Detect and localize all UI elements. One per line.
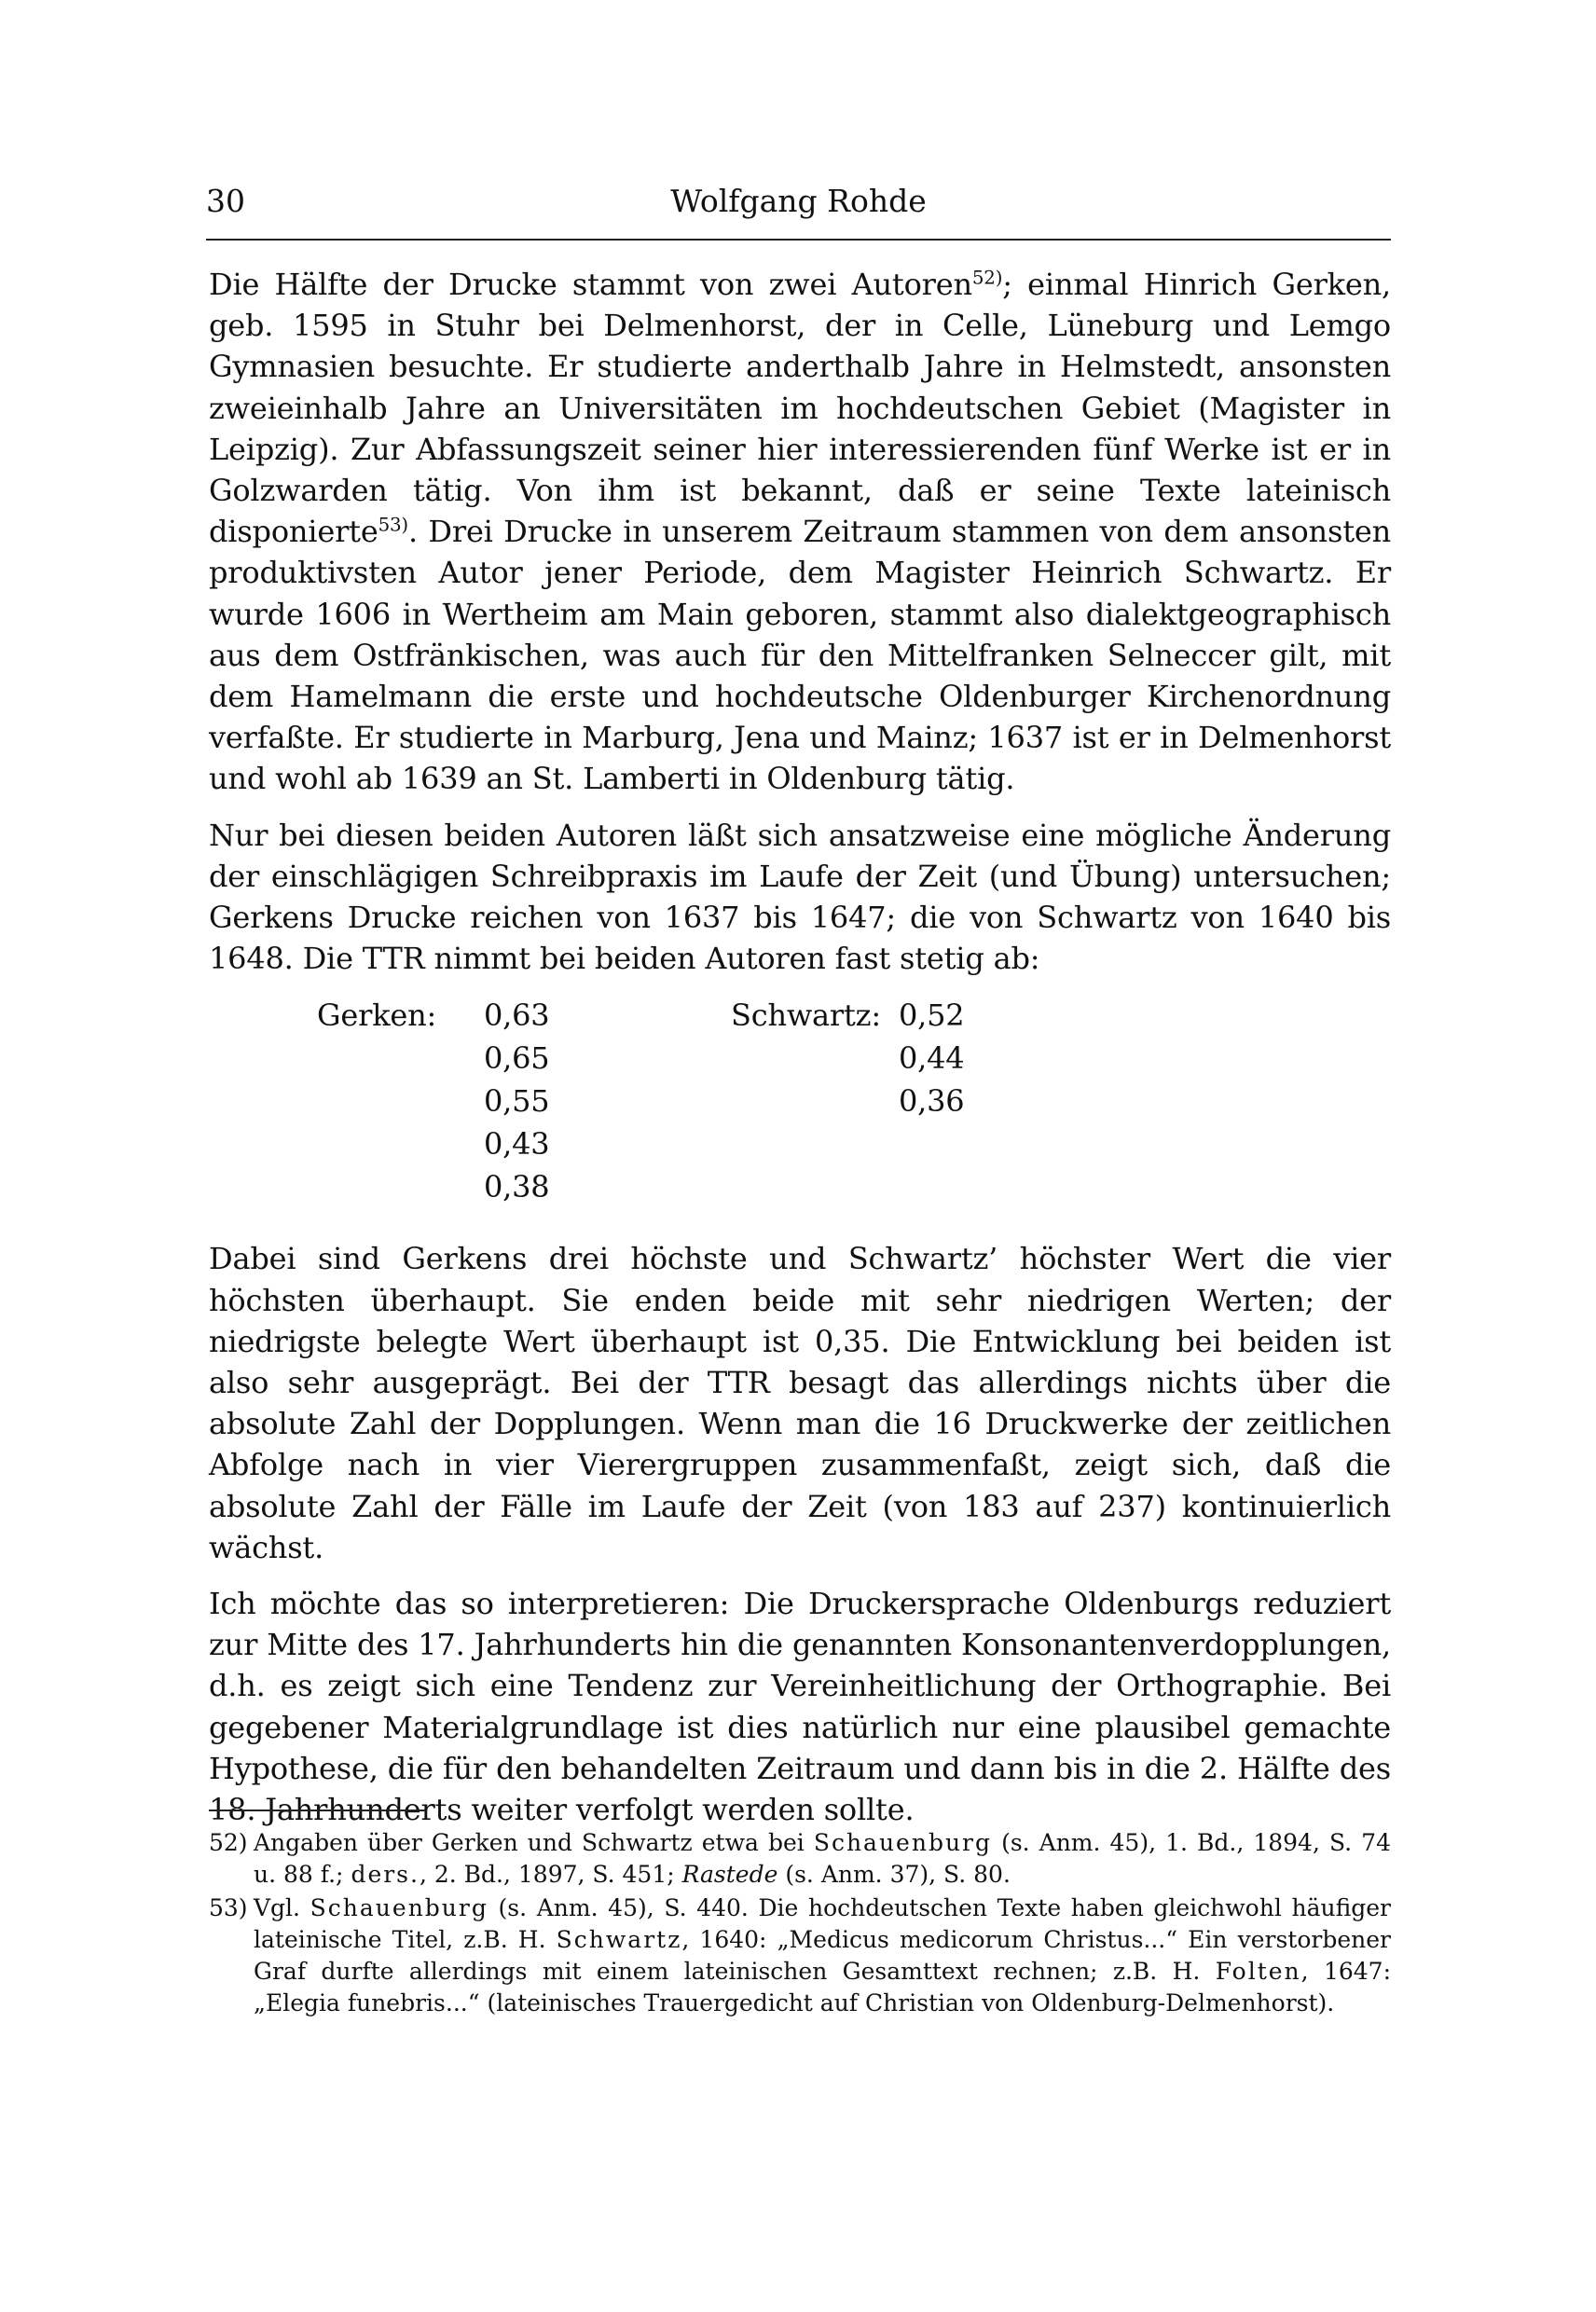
footnote-work-title: Rastede — [681, 1861, 778, 1888]
footnote-author: Schauenburg — [310, 1894, 488, 1921]
footnote-author: ders. — [351, 1861, 420, 1888]
ttr-table — [209, 994, 1391, 1210]
paragraph-1-part-2: ; einmal Hinrich Gerken, geb. 1595 in Stuhr bei Delmenhorst, der in Celle, Lüneburg und Lemgo Gymnasien besuchte. Er studierte anderthalb Jahre in Helmstedt, ansonsten zweieinhalb Jahre an Universitäten im hochdeutschen Gebiet (Magister in Leipzig). Zur Abfassungszeit seiner hier interessierenden fünf Werke ist er in Golzwarden tätig. Von ihm ist bekannt, daß er seine Texte lateinisch disponierte — [209, 267, 1391, 550]
footnote-text: , 1640: „Medicus medicorum Christus...“ Ein verstorbener Graf durfte allerdings mit einem lateinischen Gesamttext rechnen; z.B. H. — [254, 1926, 1391, 1985]
gerken-values — [484, 994, 549, 1208]
paragraph-1 — [209, 264, 1391, 800]
footnote-text: , 2. Bd., 1897, S. 451; — [419, 1861, 682, 1888]
schwartz-value: 0,36 — [899, 1083, 965, 1120]
footnote-author: Schauenburg — [813, 1829, 993, 1856]
footnote-53 — [209, 1892, 1391, 2019]
header-title: Wolfgang Rohde — [670, 183, 927, 219]
paragraph-3: Dabei sind Gerkens drei höchste und Schwartz’ höchster Wert die vier höchsten überhaupt. Sie enden beide mit sehr niedrigen Werten; der niedrigste belegte Wert überhaupt ist 0,35. Die Entwicklung bei beiden ist also sehr ausgeprägt. Bei der TTR besagt das allerdings nichts über die absolute Zahl der Dopplungen. Wenn man die 16 Druckwerke der zeitlichen Abfolge nach in vier Vierergruppen zusammenfaßt, zeigt sich, daß die absolute Zahl der Fälle im Laufe der Zeit (von 183 auf 237) kontinuierlich wächst. — [209, 1241, 1391, 1565]
footnote-ref-52[interactable]: 52) — [971, 267, 1003, 289]
paragraph-4: Ich möchte das so interpretieren: Die Druckersprache Oldenburgs reduziert zur Mitte des 17. Jahrhunderts hin die genannten Konsonantenverdopplungen, d.h. es zeigt sich eine Tendenz zur Vereinheitlichung der Orthographie. Bei gegebener Materialgrundlage ist dies natürlich nur eine plausibel gemachte Hypothese, die für den behandelten Zeitraum und dann bis in die 2. Hälfte des 18. Jahrhunderts weiter verfolgt werden sollte. — [209, 1586, 1391, 1828]
footnote-divider — [209, 1810, 425, 1811]
gerken-label: Gerken: — [317, 998, 437, 1034]
page-number: 30 — [206, 183, 245, 219]
footnote-text: Angaben über Gerken und Schwartz etwa bei — [254, 1829, 814, 1856]
footnote-author: Schwartz — [556, 1926, 682, 1953]
gerken-value: 0,38 — [484, 1169, 550, 1205]
footnote-text: (s. Anm. 45), S. 440. Die hochdeutschen Texte haben gleichwohl häufiger lateinische Titel, z.B. H. — [254, 1894, 1391, 1953]
footnote-text: (s. Anm. 45), 1. Bd., 1894, S. 74 u. 88 f.; — [254, 1829, 1391, 1888]
footnote-52 — [209, 1827, 1391, 1891]
paragraph-2: Nur bei diesen beiden Autoren läßt sich ansatzweise eine mögliche Änderung der einschlägigen Schreibpraxis im Laufe der Zeit (und Übung) untersuchen; Gerkens Drucke reichen von 1637 bis 1647; die von Schwartz von 1640 bis 1648. Die TTR nimmt bei beiden Autoren fast stetig ab: — [209, 817, 1391, 977]
footnote-text: , 1647: „Elegia funebris...“ (lateinisches Trauergedicht auf Christian von Oldenburg-Delmenhorst). — [254, 1958, 1391, 2016]
running-head — [206, 183, 1391, 241]
gerken-value: 0,55 — [484, 1083, 550, 1120]
footnote-mark: 52) — [209, 1829, 248, 1856]
footnote-text: (s. Anm. 37), S. 80. — [777, 1861, 1011, 1888]
gerken-value: 0,63 — [484, 998, 550, 1034]
schwartz-values — [899, 994, 964, 1122]
footnote-author: Folten — [1215, 1958, 1301, 1985]
paragraph-1-part-3: . Drei Drucke in unserem Zeitraum stammen von dem ansonsten produktivsten Autor jener Periode, dem Magister Heinrich Schwartz. Er wurde 1606 in Wertheim am Main geboren, stammt also dialektgeographisch aus dem Ostfränkischen, was auch für den Mittelfranken Selneccer gilt, mit dem Hamelmann die erste und hochdeutsche Oldenburger Kirchenordnung verfaßte. Er studierte in Marburg, Jena und Mainz; 1637 ist er in Delmenhorst und wohl ab 1639 an St. Lamberti in Oldenburg tätig. — [209, 514, 1391, 797]
body-text — [209, 264, 1391, 1845]
footnote-ref-53[interactable]: 53) — [378, 514, 408, 536]
paragraph-1-part-1: Die Hälfte der Drucke stammt von zwei Autoren — [209, 267, 972, 302]
gerken-value: 0,65 — [484, 1040, 550, 1077]
footnotes — [209, 1827, 1391, 2021]
schwartz-value: 0,52 — [899, 998, 965, 1034]
schwartz-label: Schwartz: — [731, 998, 881, 1034]
gerken-value: 0,43 — [484, 1126, 550, 1163]
footnote-mark: 53) — [209, 1894, 248, 1921]
footnote-text: Vgl. — [254, 1894, 310, 1921]
schwartz-value: 0,44 — [899, 1040, 965, 1077]
